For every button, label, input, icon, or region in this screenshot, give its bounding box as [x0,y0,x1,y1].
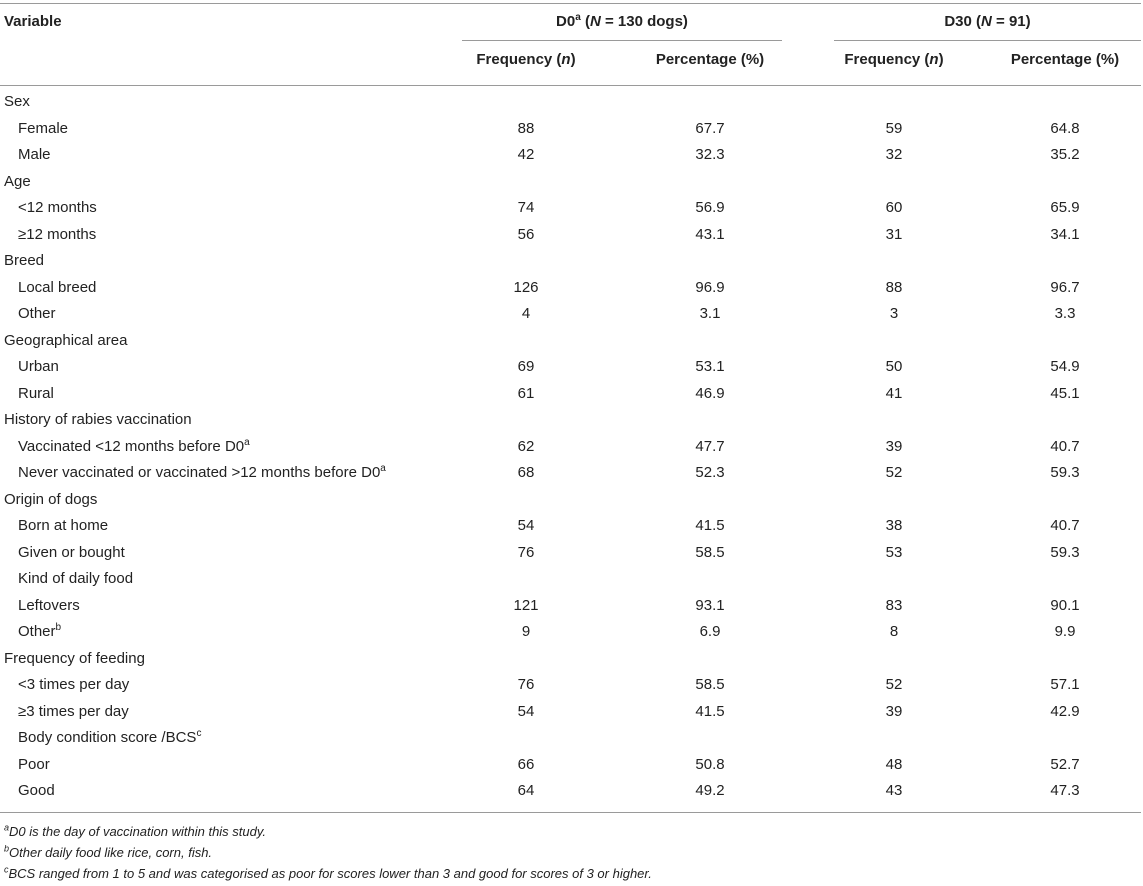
header-d0-n-post: = 130 dogs) [600,13,688,30]
label-text: <3 times per day [18,676,130,693]
d0-percentage-cell: 47.7 [695,437,725,455]
category-label [4,173,31,191]
variable-label [18,199,97,217]
label-text: Local breed [18,278,97,296]
label-text: Vaccinated <12 months before D0 [18,437,245,455]
header-d30-underline [834,40,1141,41]
variable-label [18,438,250,456]
variable-label [18,597,80,615]
subheader-freq-pre: Frequency ( [476,51,562,68]
category-label [4,650,145,668]
subheader-freq-n: n [561,51,571,68]
d0-frequency-cell: 62 [517,437,535,455]
label-text: Kind of daily food [18,570,134,587]
table-row [0,328,1143,354]
d0-percentage-cell: 53.1 [695,358,725,375]
header-d30-n-post: = 91) [991,13,1031,30]
d30-percentage-cell: 35.2 [1050,146,1080,163]
d0-frequency-cell: 66 [517,755,535,773]
variable-label [18,226,96,244]
d30-percentage-cell: 9.9 [1054,623,1076,640]
table-row [0,116,1143,142]
d30-percentage-cell: 40.7 [1050,437,1080,455]
footnote-text: D0 is the day of vaccination within this study. [9,824,267,839]
d0-frequency-cell: 76 [517,676,535,693]
footnote-marker: a [244,436,250,448]
subheader-freq-post: ) [570,51,576,68]
table-row [0,354,1143,380]
table-row [0,169,1143,195]
footnote [4,845,212,861]
d30-percentage-cell: 3.3 [1054,305,1076,322]
label-text: Breed [4,252,45,269]
label-text: Poor [18,755,50,773]
variable-label [18,464,386,482]
d30-frequency-cell: 88 [885,278,903,296]
d0-frequency-cell: 126 [513,278,539,296]
d0-percentage-cell: 93.1 [695,596,725,614]
category-label [4,411,192,429]
table-row [0,381,1143,407]
table-row [0,142,1143,168]
variable-label [18,729,201,747]
d0-percentage-cell: 41.5 [695,702,725,720]
d30-frequency-cell: 31 [885,225,903,243]
footnote-marker: b [55,622,62,633]
variable-label [18,544,125,562]
d30-percentage-cell: 65.9 [1050,199,1080,216]
d0-frequency-cell: 64 [517,782,535,799]
table-row [0,672,1143,698]
d30-frequency-cell: 53 [885,543,903,561]
d30-frequency-cell: 39 [885,702,903,720]
subheader-d30-percentage: Percentage (%) [1010,51,1120,68]
label-text: <12 months [18,199,97,216]
d0-frequency-cell: 56 [517,225,535,243]
variable-label [18,756,50,774]
label-text: Frequency of feeding [4,649,145,667]
table-row [0,540,1143,566]
variable-label [18,570,133,588]
d30-frequency-cell: 60 [885,199,903,216]
footnote-text: BCS ranged from 1 to 5 and was categorised as poor for scores lower than 3 and good for scores of 3 or higher. [8,866,652,881]
table-row [0,89,1143,115]
d30-frequency-cell: 32 [885,146,903,163]
label-text: Origin of dogs [4,490,98,508]
category-label [4,332,127,350]
d0-percentage-cell: 67.7 [695,119,725,137]
d30-frequency-cell: 50 [885,358,903,375]
variable-label [18,782,55,800]
d30-percentage-cell: 54.9 [1050,358,1080,375]
header-d30-label: D30 ( [944,13,982,30]
table-row [0,619,1143,645]
label-text: Age [4,172,31,190]
header-d0-underline [462,40,782,41]
label-text: Never vaccinated or vaccinated >12 months before D0 [18,464,381,481]
table-row [0,778,1143,804]
d0-frequency-cell: 54 [517,517,535,534]
header-variable: Variable [4,13,62,30]
d0-frequency-cell: 4 [521,305,531,322]
d0-percentage-cell: 96.9 [695,278,725,296]
d0-percentage-cell: 46.9 [695,384,725,402]
label-text: Other [18,623,56,640]
variable-label [18,517,108,535]
d30-frequency-cell: 43 [885,782,903,799]
table-row [0,566,1143,592]
label-text: Geographical area [4,331,128,349]
d0-percentage-cell: 50.8 [695,755,725,773]
d30-frequency-cell: 39 [885,437,903,455]
label-text: Body condition score /BCS [18,729,197,746]
table-row [0,407,1143,433]
table-top-rule [0,3,1141,4]
table-bottom-rule [0,812,1141,813]
category-label [4,491,97,509]
header-d0 [462,13,782,31]
footnote-marker: a [380,463,386,474]
d0-percentage-cell: 43.1 [695,225,725,243]
table-row [0,487,1143,513]
subheader-freq-pre: Frequency ( [844,51,930,68]
d30-percentage-cell: 34.1 [1050,225,1080,243]
variable-label [18,279,96,297]
d0-percentage-cell: 32.3 [695,146,725,163]
d0-frequency-cell: 42 [517,146,535,163]
header-d30 [834,13,1141,31]
d30-percentage-cell: 59.3 [1050,543,1080,561]
d0-percentage-cell: 3.1 [699,305,721,322]
d30-percentage-cell: 64.8 [1050,119,1080,137]
footnote-mark: b [4,843,10,854]
variable-label [18,358,59,376]
d30-percentage-cell: 90.1 [1050,596,1080,614]
d0-frequency-cell: 69 [517,358,535,375]
d0-frequency-cell: 88 [517,119,535,137]
d30-percentage-cell: 45.1 [1050,384,1080,402]
label-text: Urban [18,358,59,375]
label-text: Born at home [18,517,109,534]
variable-label [18,305,56,323]
d0-frequency-cell: 61 [517,384,535,402]
label-text: Good [18,782,55,799]
d0-percentage-cell: 41.5 [695,517,725,534]
d30-percentage-cell: 52.7 [1050,755,1080,773]
footnote [4,824,266,840]
d30-percentage-cell: 59.3 [1050,464,1080,481]
d0-frequency-cell: 9 [521,623,531,640]
table-row [0,725,1143,751]
header-d0-n: N [589,13,601,30]
footnote [4,866,652,882]
d30-percentage-cell: 96.7 [1050,278,1080,296]
d30-frequency-cell: 59 [885,119,903,137]
label-text: Other [18,305,56,322]
label-text: Given or bought [18,543,125,561]
header-d30-n: N [981,13,992,30]
d30-percentage-cell: 40.7 [1050,517,1080,534]
subheader-d0-percentage: Percentage (%) [655,51,765,68]
d30-percentage-cell: 57.1 [1050,676,1080,693]
d30-frequency-cell: 48 [885,755,903,773]
variable-label [18,623,61,641]
category-label [4,252,44,270]
header-d0-label: D0 [556,13,576,30]
d30-frequency-cell: 83 [885,596,903,614]
variable-label [18,703,129,721]
d0-percentage-cell: 58.5 [695,676,725,693]
label-text: ≥3 times per day [18,702,129,720]
variable-label [18,120,68,138]
d30-frequency-cell: 8 [889,623,899,640]
d30-frequency-cell: 52 [885,676,903,693]
d0-percentage-cell: 6.9 [699,623,721,640]
d30-percentage-cell: 47.3 [1050,782,1080,799]
variable-label [18,146,51,164]
subheader-freq-n: n [929,51,939,68]
table-row [0,513,1143,539]
table-row [0,593,1143,619]
footnote-mark: a [4,822,10,833]
d30-frequency-cell: 52 [885,464,903,481]
table-row [0,248,1143,274]
d30-percentage-cell: 42.9 [1050,702,1080,720]
label-text: History of rabies vaccination [4,411,192,428]
d30-frequency-cell: 41 [885,384,903,402]
d0-percentage-cell: 49.2 [695,782,725,799]
label-text: Female [18,119,69,137]
d0-frequency-cell: 121 [513,596,539,614]
d0-percentage-cell: 56.9 [695,199,725,216]
label-text: Rural [18,384,54,402]
d0-percentage-cell: 58.5 [695,543,725,561]
d0-percentage-cell: 52.3 [695,464,725,481]
table-row [0,275,1143,301]
table-row [0,434,1143,460]
d0-frequency-cell: 68 [517,464,535,481]
variable-label [18,385,54,403]
footnote-mark: c [4,864,9,875]
table-row [0,646,1143,672]
d30-frequency-cell: 3 [889,305,899,322]
table-row [0,460,1143,486]
header-d0-sup: a [575,12,581,23]
table-row [0,699,1143,725]
d0-frequency-cell: 76 [517,543,535,561]
d0-frequency-cell: 54 [517,702,535,720]
table-row [0,222,1143,248]
footnote-text: Other daily food like rice, corn, fish. [9,845,213,860]
header-bottom-rule [0,85,1141,86]
table-row [0,301,1143,327]
table-row [0,752,1143,778]
category-label [4,93,30,111]
d30-frequency-cell: 38 [885,517,903,534]
label-text: Male [18,146,51,163]
footnote-marker: c [196,728,202,739]
subheader-freq-post: ) [938,51,944,68]
subheader-d30-frequency [814,51,974,69]
variable-label [18,676,129,694]
label-text: Sex [4,93,30,110]
label-text: Leftovers [18,596,80,614]
label-text: ≥12 months [18,225,97,243]
header-d0-n-pre: ( [580,13,590,30]
subheader-d0-frequency [446,51,606,69]
d0-frequency-cell: 74 [517,199,535,216]
table-row [0,195,1143,221]
